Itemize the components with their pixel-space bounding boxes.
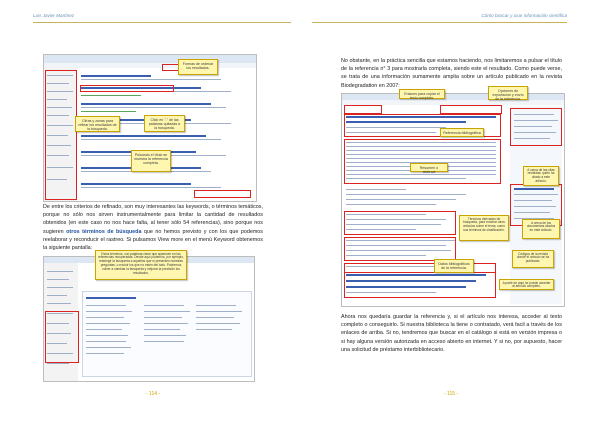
- highlight-biblio: [344, 237, 456, 261]
- header-rule-left: [33, 22, 291, 23]
- callout-derived-terms: Términos derivados de búsqueda, para mostrar otros artículos sobre el tema, como sus términos de clasificación.: [459, 215, 509, 241]
- page-number-right: - 115 -: [444, 391, 459, 397]
- callout-title-click: Pulsando el título se muestra la referencia completa.: [131, 150, 171, 172]
- callout-fulltext-links: Enlaces para copiar el texto completo.: [399, 89, 445, 99]
- highlight-fulltext: [344, 105, 382, 114]
- right-paragraph-bottom: Ahora nos quedaría guardar la referencia y, si el artículo nos interesa, acceder al texto completo o conseguirlo. Si nuestra biblioteca la tiene o contratado, verá facil a través de los enlaces de arriba. Si no, tendremos que buscar en el catálogo si está en versión impresa o si hay alguna versión autorizada en acceso abierto en internet. Y si no, por supuesto, hacer una solicitud de préstamo interbibliotecario.: [341, 314, 562, 353]
- callout-reference: Referencia bibliográfica: [440, 128, 484, 137]
- callout-cited-refs: A cerca de los documentos citados en este artículo.: [522, 219, 560, 239]
- highlight-terms: [344, 211, 456, 235]
- full-record-screenshot: [341, 93, 565, 307]
- callout-sort: Formas de ordenar los resultados.: [178, 59, 218, 75]
- header-book-title: Cómo buscar y usar información científica: [481, 13, 567, 18]
- callout-keywords: Estos términos, con palabras clave que aparecen en las referencias recuperadas. Desde aquí podemos, por ejemplo, restringir la búsqueda a aquellos que sí presenten nuestras preguntas, o excluir los que no estén del todo. Podremos volver a cambiar la búsqueda y mejorar la precisión los resultados.: [95, 250, 187, 280]
- header-rule-right: [312, 22, 567, 23]
- callout-removed-words: Click en "-" de las palabras quitadas a la búsqueda.: [144, 115, 185, 132]
- callout-abstract: Resumen o abstract: [410, 163, 448, 172]
- highlight-title: [80, 85, 174, 92]
- highlight-keyword-list: [45, 311, 79, 363]
- highlight-citations: [510, 108, 562, 146]
- page-number-left: - 114 -: [146, 391, 161, 397]
- left-paragraph: De entre los criterios de refinado, son muy interesantes las keywords, o términos temáticos, porque no sólo nos sirven instrumentalmente para limitar la cantidad de resultados obtenidos (en este caso no nos hace falta, al tener sólo 54 referencias), sino porque nos sugieren otros términos de búsqueda que no hemos previsto y con los que podemos reelaborar y reconducir el rastreo. Si pulsamos View more en el menú Keyword obtenemos la siguiente pantalla:: [43, 204, 264, 252]
- callout-citations: A cerca de las citas recibidas; quién ha citado a este artículo.: [523, 166, 559, 186]
- callout-journal-codes: Códigos de la revista donde el artículo se ha publicado.: [512, 250, 554, 268]
- callout-biblio-data: Datos bibliográficos de la referencia.: [434, 259, 474, 273]
- highlight-access: [344, 272, 496, 298]
- highlight-pages: [194, 190, 251, 198]
- highlight-export: [440, 105, 502, 114]
- header-author: Luis Javier Martínez: [33, 13, 75, 18]
- highlight-refine: [45, 70, 77, 200]
- right-paragraph-top: No obstante, en la práctica sencilla que estamos haciendo, nos limitaremos a pulsar el título de la referencia n° 3 para mostrarla completa, siendo este el resultado. Como puede verse, se trata de una información sumamente amplia sobre un artículo publicado en la revista Biodegradation en 2007:: [341, 58, 562, 89]
- highlight-abstract: [344, 139, 501, 184]
- callout-export: Opciones de exportación y envío de la referencia.: [488, 86, 528, 100]
- callout-full-article: A partir de aquí se puede acceder al artículo completo.: [499, 279, 554, 290]
- callout-refine: Cifras y zonas para refinar los resultados de la búsqueda.: [75, 116, 120, 132]
